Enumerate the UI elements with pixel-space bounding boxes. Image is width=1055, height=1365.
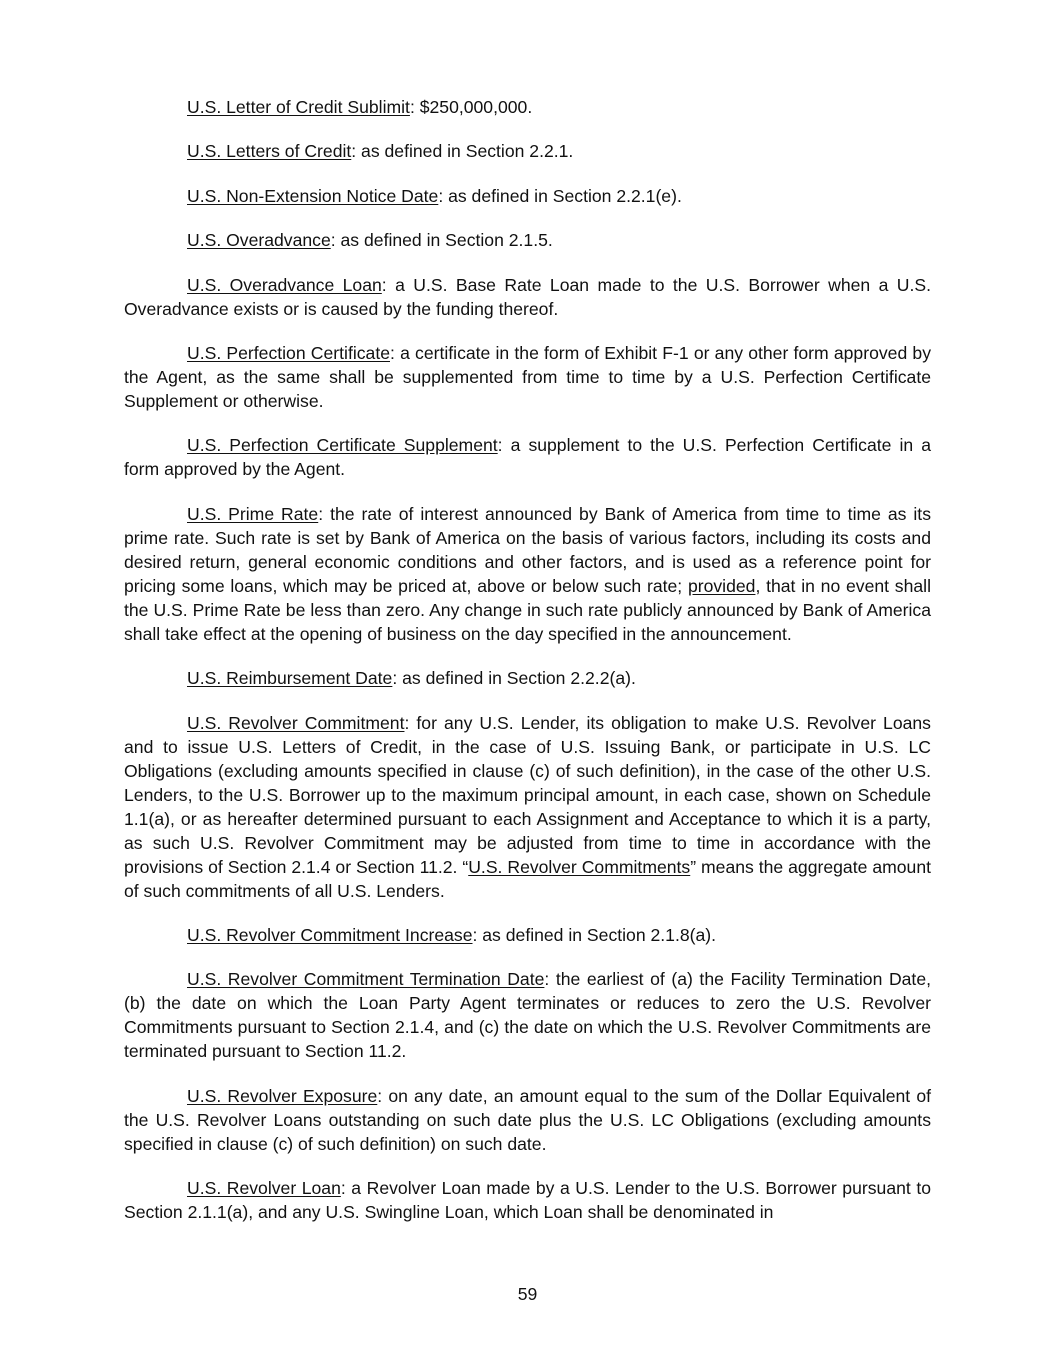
emphasized-term: provided bbox=[687, 575, 756, 596]
definition-text: : for any U.S. Lender, its obligation to make U.S. Revolver Loans and to issue U.S. Letters of Credit, in the case of U.S. Issuing Bank, or participate in U.S. LC Obligations (excluding amounts specified in clause (c) of such definition), in the case of the other U.S. Lenders, to the U.S. Borrower up to the maximum principal amount, in each case, shown on Schedule 1.1(a), or as hereafter determined pursuant to each Assignment and Acceptance to which it is a party, as such U.S. Revolver Commitment may be adjusted from time to time in accordance with the provisions of Section 2.1.4 or Section 11.2. “ bbox=[124, 712, 931, 877]
definition-us-non-extension-notice-date bbox=[124, 184, 931, 208]
definition-text: : on any date, an amount equal to the sum of the Dollar Equivalent of the U.S. Revolver Loans outstanding on such date plus the U.S. LC Obligations (excluding amounts specified in clause (c) of such definition) on such date. bbox=[124, 1085, 931, 1154]
defined-term: U.S. Revolver Commitment bbox=[187, 712, 405, 733]
defined-term: U.S. Prime Rate bbox=[187, 503, 319, 524]
definition-us-revolver-exposure bbox=[124, 1084, 931, 1156]
defined-term: U.S. Reimbursement Date bbox=[187, 668, 393, 689]
defined-term: U.S. Letter of Credit Sublimit bbox=[187, 97, 410, 117]
defined-term: U.S. Overadvance Loan bbox=[187, 274, 382, 295]
definition-us-reimbursement-date bbox=[124, 666, 931, 690]
defined-term: U.S. Perfection Certificate bbox=[187, 342, 390, 363]
definition-us-overadvance-loan bbox=[124, 273, 931, 321]
definition-us-overadvance bbox=[124, 228, 931, 252]
definition-text: : $250,000,000. bbox=[409, 97, 533, 117]
definition-text: : as defined in Section 2.2.1. bbox=[351, 141, 574, 162]
definition-text: : a supplement to the U.S. Perfection Certificate in a form approved by the Agent. bbox=[124, 435, 931, 480]
definition-us-letters-of-credit bbox=[124, 139, 931, 163]
definition-us-prime-rate bbox=[124, 502, 931, 646]
defined-term: U.S. Revolver Commitment Termination Date bbox=[187, 969, 545, 990]
definition-us-revolver-commitment-increase bbox=[124, 923, 931, 947]
definition-us-revolver-commitment-termination-date bbox=[124, 967, 931, 1063]
definition-text: : as defined in Section 2.2.2(a). bbox=[392, 668, 636, 689]
defined-term: U.S. Revolver Loan bbox=[187, 1178, 341, 1199]
definition-text: : as defined in Section 2.1.5. bbox=[330, 230, 553, 251]
definition-us-perfection-certificate bbox=[124, 341, 931, 413]
defined-term: U.S. Perfection Certificate Supplement bbox=[187, 435, 498, 456]
defined-term: U.S. Non-Extension Notice Date bbox=[187, 185, 439, 206]
definition-text-continued: , that in no event shall the U.S. Prime Rate be less than zero. Any change in such rate publicly announced by Bank of America shall take effect at the opening of business on the day specified in the announcement. bbox=[124, 575, 931, 644]
document-body bbox=[124, 95, 931, 1244]
definition-text-continued: ” means the aggregate amount of such commitments of all U.S. Lenders. bbox=[124, 856, 931, 901]
definition-text: : as defined in Section 2.2.1(e). bbox=[438, 185, 682, 206]
definition-text: : as defined in Section 2.1.8(a). bbox=[472, 924, 717, 945]
definition-us-letter-of-credit-sublimit bbox=[124, 95, 931, 119]
definition-us-perfection-certificate-supplement bbox=[124, 433, 931, 481]
definition-us-revolver-commitment bbox=[124, 711, 931, 903]
definition-text: : the rate of interest announced by Bank of America from time to time as its prime rate. Such rate is set by Bank of America on the basis of various factors, including its costs and desired return, general economic conditions and other factors, and is used as a reference point for pricing some loans, which may be priced at, above or below such rate; bbox=[124, 503, 931, 596]
definition-text: : the earliest of (a) the Facility Termination Date, (b) the date on which the Loan Party Agent terminates or reduces to zero the U.S. Revolver Commitments pursuant to Section 2.1.4, and (c) the date on which the U.S. Revolver Commitments are terminated pursuant to Section 11.2. bbox=[124, 969, 931, 1062]
defined-term: U.S. Revolver Exposure bbox=[187, 1085, 378, 1106]
definition-us-revolver-loan bbox=[124, 1176, 931, 1224]
defined-term: U.S. Revolver Commitment Increase bbox=[187, 924, 473, 945]
definition-text: : a Revolver Loan made by a U.S. Lender to the U.S. Borrower pursuant to Section 2.1.1(a), and any U.S. Swingline Loan, which Loan shall be denominated in bbox=[124, 1178, 931, 1223]
emphasized-term: U.S. Revolver Commitments bbox=[468, 856, 691, 877]
defined-term: U.S. Letters of Credit bbox=[187, 141, 352, 162]
page-number: 59 bbox=[517, 1284, 538, 1304]
definition-text: : a certificate in the form of Exhibit F-1 or any other form approved by the Agent, as the same shall be supplemented from time to time by a U.S. Perfection Certificate Supplement or otherwise. bbox=[124, 342, 931, 411]
definition-text: : a U.S. Base Rate Loan made to the U.S. Borrower when a U.S. Overadvance exists or is caused by the funding thereof. bbox=[124, 274, 931, 319]
defined-term: U.S. Overadvance bbox=[187, 230, 331, 251]
